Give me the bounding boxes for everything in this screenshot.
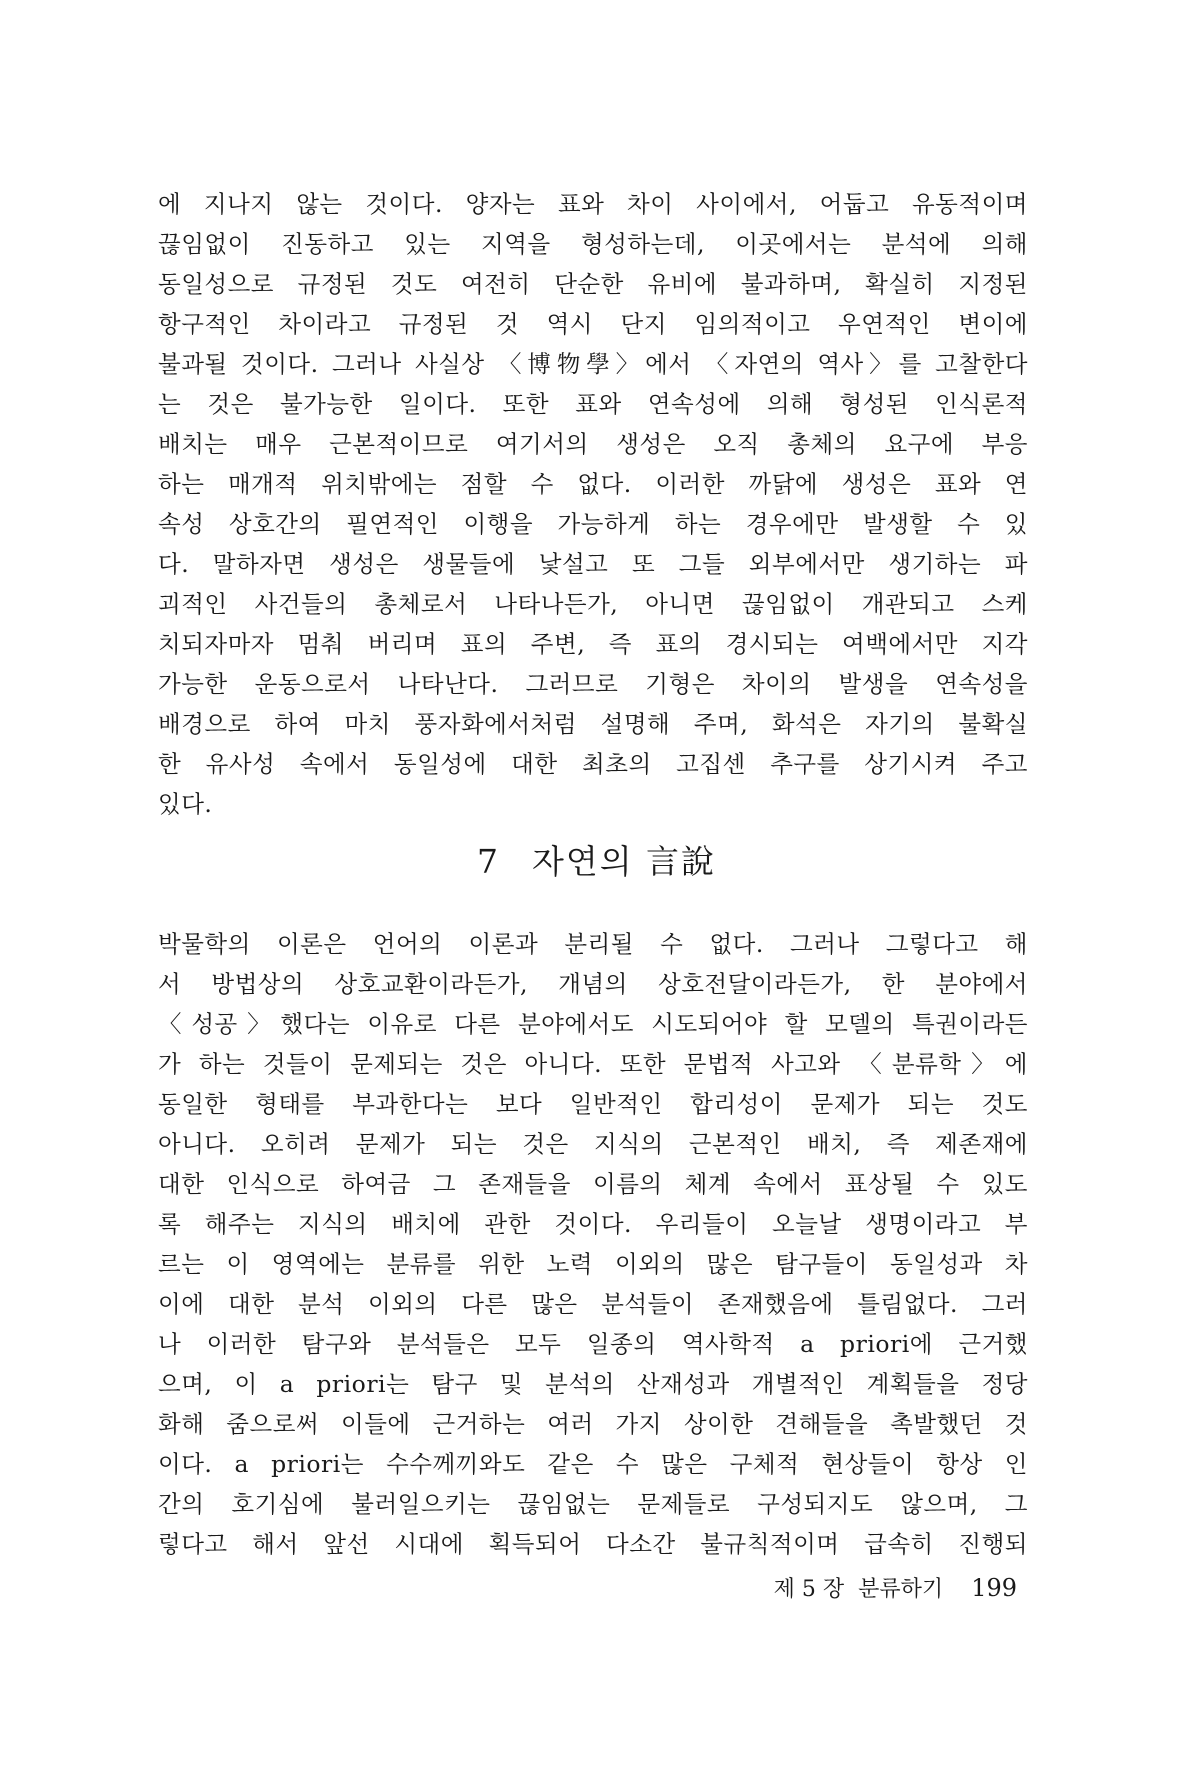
text-line: 괴적인 사건들의 총체로서 나타나든가, 아니면 끊임없이 개관되고 스케 — [158, 590, 1028, 618]
text-line: 화해 줌으로써 이들에 근거하는 여러 가지 상이한 견해들을 촉발했던 것 — [158, 1410, 1028, 1438]
text-line: 이다. a priori는 수수께끼와도 같은 수 많은 구체적 현상들이 항상 인 — [158, 1450, 1028, 1478]
section-number: 7 — [476, 842, 500, 881]
text-line: 치되자마자 멈춰 버리며 표의 주변, 즉 표의 경시되는 여백에서만 지각 — [158, 630, 1028, 658]
text-line: 가능한 운동으로서 나타난다. 그러므로 기형은 차이의 발생을 연속성을 — [158, 670, 1028, 698]
text-line: 간의 호기심에 불러일으키는 끊임없는 문제들로 구성되지도 않으며, 그 — [158, 1490, 1028, 1518]
text-line: 이에 대한 분석 이외의 다른 많은 분석들이 존재했음에 틀림없다. 그러 — [158, 1290, 1028, 1318]
text-line: 불과될 것이다. 그러나 사실상 〈博物學〉에서 〈자연의 역사〉를 고찰한다 — [158, 350, 1028, 378]
text-line: 에 지나지 않는 것이다. 양자는 표와 차이 사이에서, 어둡고 유동적이며 — [158, 190, 1028, 218]
text-line: 동일한 형태를 부과한다는 보다 일반적인 합리성이 문제가 되는 것도 — [158, 1090, 1028, 1118]
text-line: 는 것은 불가능한 일이다. 또한 표와 연속성에 의해 형성된 인식론적 — [158, 390, 1028, 418]
text-line: 다. 말하자면 생성은 생물들에 낯설고 또 그들 외부에서만 생기하는 파 — [158, 550, 1028, 578]
page-number: 199 — [971, 1574, 1017, 1602]
section-title: 자연의 言說 — [531, 842, 717, 881]
text-line: 가 하는 것들이 문제되는 것은 아니다. 또한 문법적 사고와 〈분류학〉에 — [158, 1050, 1028, 1078]
text-line: 있다. — [158, 790, 213, 818]
text-line: 나 이러한 탐구와 분석들은 모두 일종의 역사학적 a priori에 근거했 — [158, 1330, 1028, 1358]
text-line: 항구적인 차이라고 규정된 것 역시 단지 임의적이고 우연적인 변이에 — [158, 310, 1028, 338]
text-line: 배치는 매우 근본적이므로 여기서의 생성은 오직 총체의 요구에 부응 — [158, 430, 1028, 458]
text-line: 동일성으로 규정된 것도 여전히 단순한 유비에 불과하며, 확실히 지정된 — [158, 270, 1028, 298]
page-footer — [774, 1572, 1017, 1606]
text-line: 〈성공〉했다는 이유로 다른 분야에서도 시도되어야 할 모델의 특권이라든 — [158, 1010, 1028, 1038]
text-line: 하는 매개적 위치밖에는 점할 수 없다. 이러한 까닭에 생성은 표와 연 — [158, 470, 1028, 498]
text-line: 르는 이 영역에는 분류를 위한 노력 이외의 많은 탐구들이 동일성과 차 — [158, 1250, 1028, 1278]
text-line: 으며, 이 a priori는 탐구 및 분석의 산재성과 개별적인 계획들을 정당 — [158, 1370, 1028, 1398]
body-paragraph-1 — [158, 184, 1028, 824]
body-paragraph-2 — [158, 924, 1028, 1564]
section-heading — [0, 840, 1193, 884]
text-line: 속성 상호간의 필연적인 이행을 가능하게 하는 경우에만 발생할 수 있 — [158, 510, 1028, 538]
text-line: 록 해주는 지식의 배치에 관한 것이다. 우리들이 오늘날 생명이라고 부 — [158, 1210, 1028, 1238]
text-line: 끊임없이 진동하고 있는 지역을 형성하는데, 이곳에서는 분석에 의해 — [158, 230, 1028, 258]
text-line: 배경으로 하여 마치 풍자화에서처럼 설명해 주며, 화석은 자기의 불확실 — [158, 710, 1028, 738]
chapter-label: 제 5 장 — [773, 1577, 845, 1602]
text-line: 서 방법상의 상호교환이라든가, 개념의 상호전달이라든가, 한 분야에서 — [158, 970, 1028, 998]
chapter-title: 분류하기 — [858, 1577, 944, 1602]
text-line: 한 유사성 속에서 동일성에 대한 최초의 고집센 추구를 상기시켜 주고 — [158, 750, 1028, 778]
text-line: 대한 인식으로 하여금 그 존재들을 이름의 체계 속에서 표상될 수 있도 — [158, 1170, 1028, 1198]
text-line: 렇다고 해서 앞선 시대에 획득되어 다소간 불규칙적이며 급속히 진행되 — [158, 1530, 1028, 1558]
text-line: 아니다. 오히려 문제가 되는 것은 지식의 근본적인 배치, 즉 제존재에 — [158, 1130, 1028, 1158]
text-line: 박물학의 이론은 언어의 이론과 분리될 수 없다. 그러나 그렇다고 해 — [158, 930, 1028, 958]
